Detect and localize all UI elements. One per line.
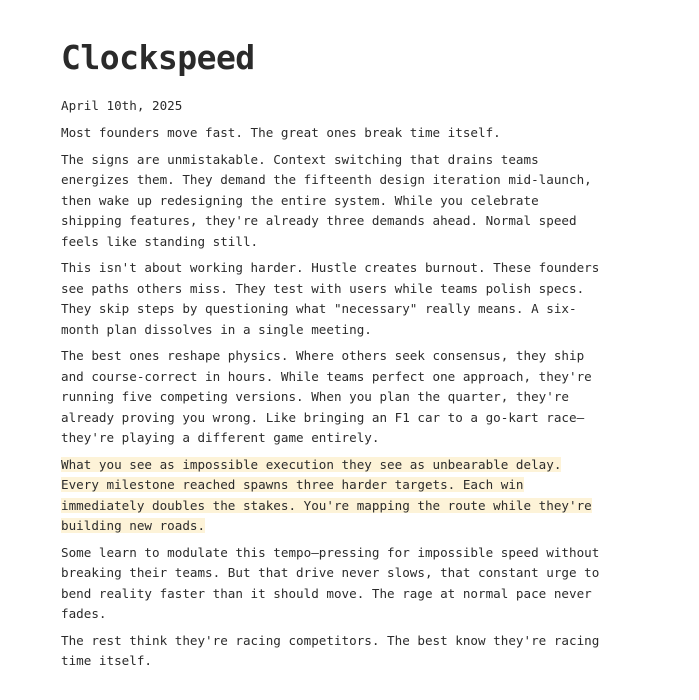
paragraph-3-text: This isn't about working harder. Hustle creates burnout. These founders see paths others miss. They test with users while teams polish specs. They skip steps by questioning what "necessary" really means. A six- month plan dissolves in a single meeting.	[61, 260, 600, 337]
paragraph-2-text: The signs are unmistakable. Context switching that drains teams energizes them. They demand the fifteenth design iteration mid-launch, then wake up redesigning the entire system. While you celebrate shipping features, they're already three demands ahead. Normal speed feels like standing still.	[61, 151, 592, 249]
article	[61, 38, 661, 678]
highlighted-text: What you see as impossible execution they see as unbearable delay. Every milestone reached spawns three harder targets. Each win immediately doubles the stakes. You're mapping the route while they're building new roads.	[61, 456, 592, 533]
paragraph-4-text: The best ones reshape physics. Where others seek consensus, they ship and course-correct in hours. While teams perfect one approach, they're running five competing versions. When you plan the quarter, they're already proving you wrong. Like bringing an F1 car to a go-kart race— they're playing a different game entirely.	[61, 348, 592, 445]
paragraph-1-text: Most founders move fast. The great ones break time itself.	[61, 125, 501, 140]
paragraph-5-highlighted	[61, 455, 661, 537]
paragraph-1	[61, 123, 661, 144]
paragraph-7	[61, 631, 661, 672]
paragraph-6	[61, 543, 661, 625]
paragraph-7-text: The rest think they're racing competitors. The best know they're racing time itself.	[61, 632, 600, 668]
paragraph-4	[61, 346, 661, 449]
paragraph-2	[61, 150, 661, 253]
article-date: April 10th, 2025	[61, 98, 183, 113]
article-title: Clockspeed	[61, 38, 255, 77]
paragraph-6-text: Some learn to modulate this tempo—pressing for impossible speed without breaking their teams. But that drive never slows, that constant urge to bend reality faster than it should move. The rage at normal pace never fades.	[61, 544, 600, 621]
paragraph-3	[61, 258, 661, 340]
